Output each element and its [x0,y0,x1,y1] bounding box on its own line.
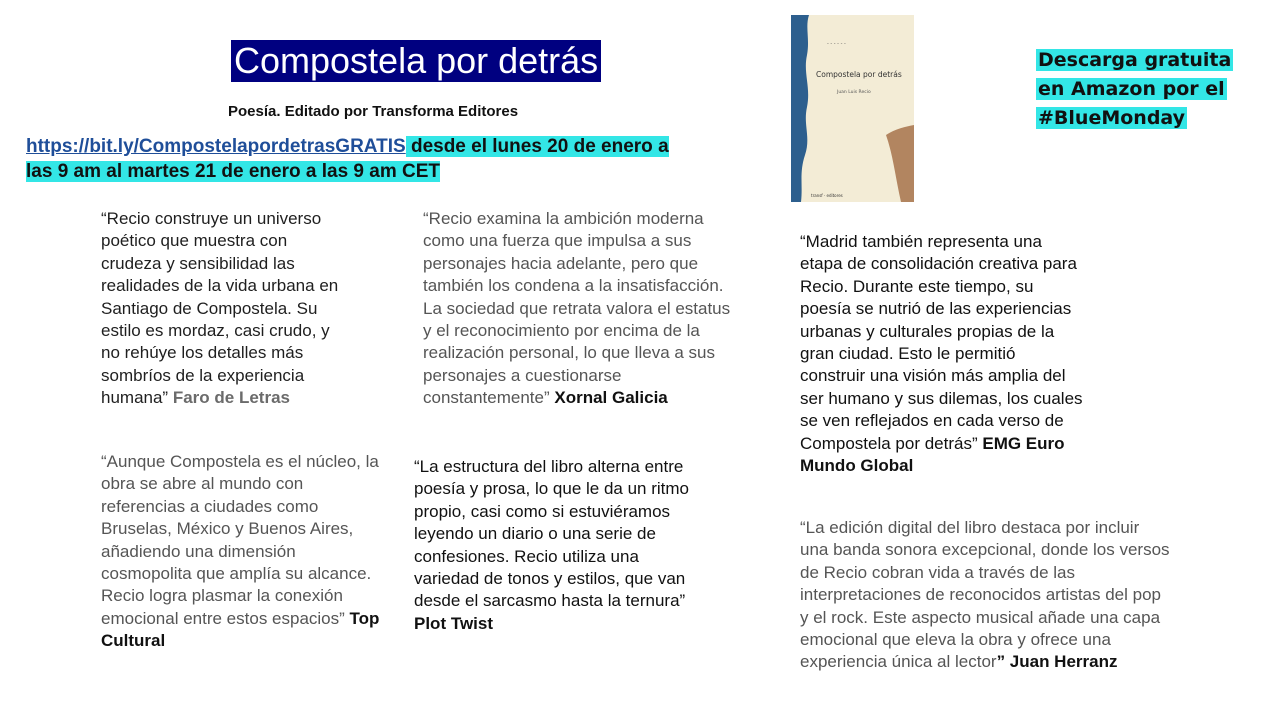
review-source: Plot Twist [414,613,494,633]
review-top-cultural [101,451,391,653]
review-text: “Madrid también representa una etapa de consolidación creativa para Recio. Durante este tiempo, su poesía se nutrió de las experiencias urbanas y culturales propias de la gran ciudad. Esto le permitió construir una visión más amplia del ser humano y sus dilemas, los cuales se ven reflejados en cada verso de Compostela por detrás” [800,232,1083,453]
review-source: Top Cultural [101,608,380,651]
cover-author: Juan Luis Recio [837,90,871,95]
review-source: Faro de Letras [168,388,290,408]
cover-top-text: - - - - - - [827,41,846,47]
review-source: EMG Euro Mundo Global [800,433,1065,476]
download-line-1: Descarga gratuita [1038,49,1232,71]
review-text: “Recio examina la ambición moderna como una fuerza que impulsa a sus personajes hacia adelante, pero que también los condena a la insatisfacción. La sociedad que retrata valora el estatus y el reconocimiento por encima de la realización personal, lo que lleva a sus personajes a cuestionarse constantemente” [423,209,731,408]
review-juan-herranz [800,517,1170,674]
review-plot-twist [414,456,699,635]
download-link[interactable]: https://bit.ly/CompostelapordetrasGRATIS [26,136,406,157]
promo-text [26,134,686,184]
book-cover [791,15,914,202]
review-text: “La estructura del libro alterna entre poesía y prosa, lo que le da un ritmo propio, casi como si estuviéramos leyendo un diario o una serie de confesiones. Recio utiliza una variedad de tonos y estilos, que van desde el sarcasmo hasta la ternura” [414,457,689,611]
review-text: “Aunque Compostela es el núcleo, la obra se abre al mundo con referencias a ciudades como Bruselas, México y Buenos Aires, añadiendo una dimensión cosmopolita que amplía su alcance. Recio logra plasmar la conexión emocional entre estos espacios” [101,452,379,628]
review-text: “Recio construye un universo poético que muestra con crudeza y sensibilidad las realidades de la vida urbana en Santiago de Compostela. Su estilo es mordaz, casi crudo, y no rehúye los detalles más sombríos de la experiencia humana” [101,209,339,408]
review-text: “La edición digital del libro destaca por incluir una banda sonora excepcional, donde los versos de Recio cobran vida a través de las interpretaciones de reconocidos artistas del pop y el rock. Este aspecto musical añade una capa emocional que eleva la obra y ofrece una experiencia única al lector [800,518,1170,672]
cover-title: Compostela por detrás [816,70,902,79]
download-callout [1036,46,1233,133]
cover-publisher: transf · editores [811,193,843,198]
review-source: Xornal Galicia [549,388,668,408]
subtitle: Poesía. Editado por Transforma Editores [228,103,519,120]
review-source: ” Juan Herranz [996,652,1118,672]
page-title: Compostela por detrás [231,40,601,82]
download-line-3: #BlueMonday [1038,107,1186,129]
review-emg [800,231,1085,477]
review-faro-de-letras [101,208,351,410]
review-xornal-galicia [423,208,738,410]
download-line-2: en Amazon por el [1038,78,1225,100]
promo-dates: desde el lunes 20 de enero a las 9 am al martes 21 de enero a las 9 am CET [26,136,669,182]
book-cover-art [791,15,914,202]
